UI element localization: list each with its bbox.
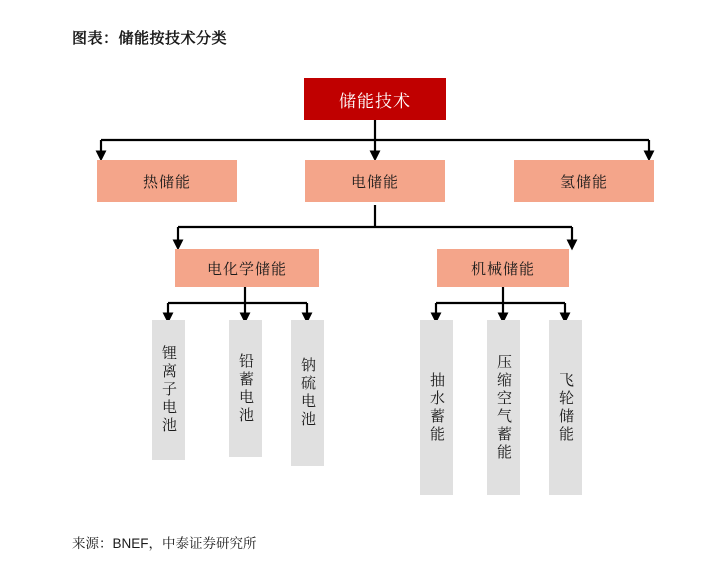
node-label: 飞轮储能 [557,371,574,444]
node-sodium-sulfur-battery[interactable] [291,320,324,466]
node-thermal-storage[interactable] [97,160,237,202]
node-label: 锂离子电池 [160,345,177,435]
node-label: 机械储能 [470,260,535,278]
node-label: 压缩空气蓄能 [495,353,512,462]
node-root-label: 储能技术 [339,91,411,111]
node-root[interactable] [304,78,446,120]
node-electric-storage[interactable] [305,160,445,202]
node-label: 抽水蓄能 [428,371,445,444]
node-label: 电化学储能 [206,260,287,278]
node-hydrogen-storage[interactable] [514,160,654,202]
figure-source: 来源：BNEF，中泰证券研究所 [72,536,257,551]
node-label: 钠硫电池 [299,357,316,429]
figure-title: 图表：储能按技术分类 [72,30,228,47]
node-label: 铅蓄电池 [237,352,254,425]
node-electrochemical-storage[interactable] [175,249,319,287]
node-pumped-hydro-storage[interactable] [420,320,453,495]
node-compressed-air-storage[interactable] [487,320,520,495]
node-flywheel-storage[interactable] [549,320,582,495]
node-mechanical-storage[interactable] [437,249,569,287]
node-lead-acid-battery[interactable] [229,320,262,457]
node-label: 热储能 [142,173,191,191]
node-label: 电储能 [350,173,399,191]
node-lithium-ion-battery[interactable] [152,320,185,460]
node-label: 氢储能 [559,173,608,191]
